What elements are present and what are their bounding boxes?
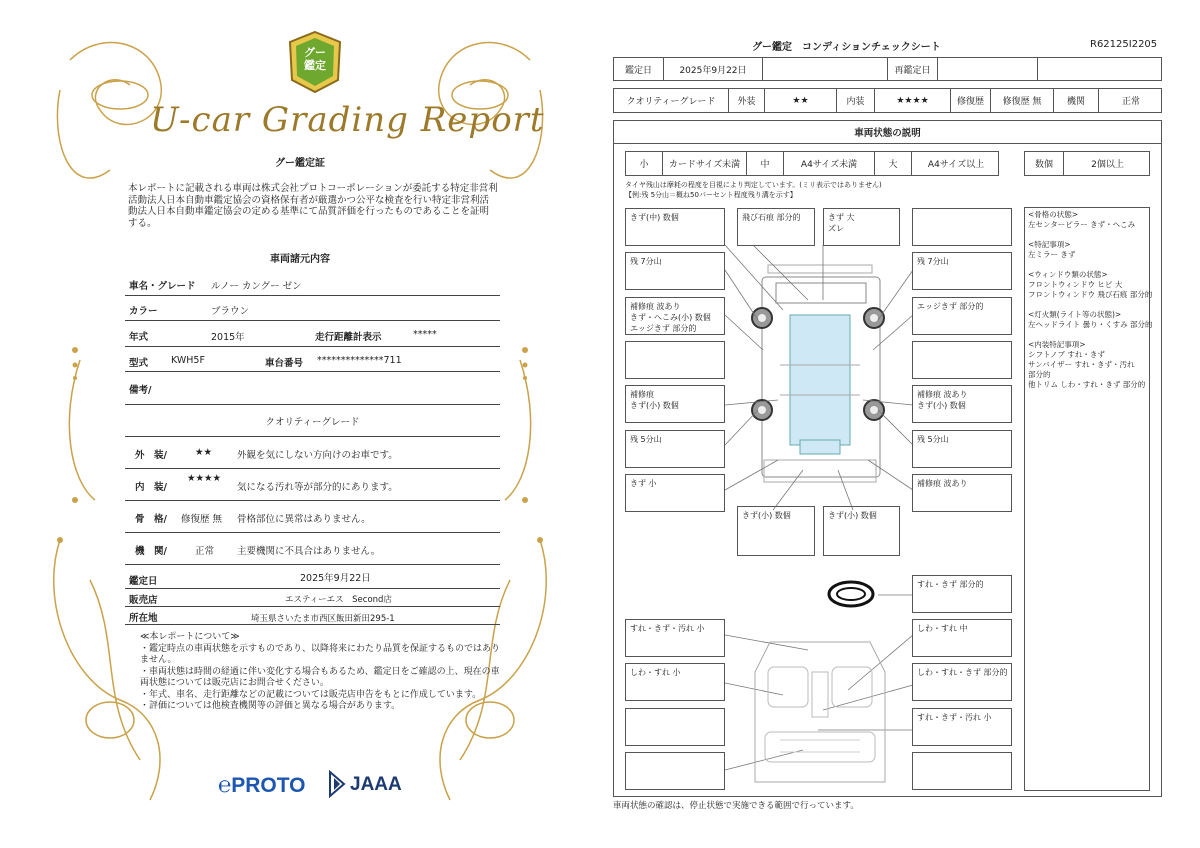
car-interior-diagram <box>740 632 900 792</box>
report-notes <box>140 632 500 713</box>
engine-value: 正常 <box>195 546 215 557</box>
condition-box-right-rear-door: 補修痕 波あり きず(小) 数個 <box>912 385 1012 423</box>
row-model <box>125 347 500 372</box>
condition-box-tire-rear-left: 残 5分山 <box>625 430 725 468</box>
jaaa-logo-icon <box>328 770 346 798</box>
row-name <box>125 270 500 296</box>
exterior-desc: 外観を気にしない方向けのお車です。 <box>237 450 398 461</box>
footer-note: 車両状態の確認は、停止状態で実施できる範囲で行っています。 <box>613 801 859 811</box>
year-label: 年式 <box>129 332 149 343</box>
condition-box-front-left: きず(中) 数個 <box>625 208 725 246</box>
condition-box-console: しわ・すれ・きず 部分的 <box>912 663 1012 701</box>
row-shop <box>125 589 500 607</box>
badge-text: グー 鑑定 <box>304 46 326 72</box>
row-interior <box>125 469 500 501</box>
certificate-subtitle: グー鑑定証 <box>275 158 325 169</box>
condition-box-front-right <box>912 208 1012 246</box>
exterior-label: 外装 <box>729 89 765 112</box>
model-label: 型式 <box>129 358 149 369</box>
note-item: ・評価については他検査機関等の評価と異なる場合があります。 <box>140 701 401 711</box>
count-label: 数個 <box>1025 152 1064 175</box>
condition-box-left-door <box>625 341 725 379</box>
report-title: U-car Grading Report <box>150 100 545 140</box>
date-empty-cell <box>763 58 888 80</box>
condition-box-driver-seat: しわ・すれ 中 <box>912 619 1012 657</box>
report-id: R62125I2205 <box>1090 39 1158 50</box>
condition-box-passenger-seat: しわ・すれ 小 <box>625 663 725 701</box>
condition-box-tire-front-right: 残 7分山 <box>912 252 1012 290</box>
engine-label: 機 関/ <box>135 546 167 557</box>
remarks-label: 備考/ <box>129 385 152 396</box>
interior-desc: 気になる汚れ等が部分的にあります。 <box>237 482 398 493</box>
engine-desc: 主要機関に不具合はありません。 <box>237 546 381 557</box>
size-large: 大 <box>875 152 912 175</box>
chassis-label: 車台番号 <box>265 358 304 369</box>
row-quality-heading <box>125 405 500 437</box>
condition-box-rear-right-bumper: きず(小) 数個 <box>823 506 900 556</box>
steering-wheel-icon <box>826 579 876 609</box>
appraisal-date-label: 鑑定日 <box>129 576 158 587</box>
condition-box-dashboard: すれ・きず・汚れ 小 <box>625 619 725 657</box>
row-remarks <box>125 372 500 405</box>
spec-heading: 車両諸元内容 <box>270 254 330 265</box>
shop-value: エスティーエス Second店 <box>285 595 392 605</box>
condition-box-cargo-right <box>912 752 1012 790</box>
interior-label: 内 装/ <box>135 482 167 493</box>
tire-note-1: タイヤ残山は摩耗の程度を目視により判定しています。(ミリ表示ではありません) <box>625 181 882 189</box>
size-small-desc: カードサイズ未満 <box>663 152 747 175</box>
frame-desc: 骨格部位に異常はありません。 <box>237 514 371 525</box>
quality-label: クオリティーグレード <box>614 89 729 112</box>
size-mid-desc: A4サイズ未満 <box>784 152 875 175</box>
size-small: 小 <box>626 152 663 175</box>
condition-box-right-fender: エッジきず 部分的 <box>912 297 1012 335</box>
condition-box-left-fender: 補修痕 波あり きず・へこみ(小) 数個 エッジきず 部分的 <box>625 297 725 335</box>
row-year <box>125 321 500 347</box>
note-item: ・年式、車名、走行距離などの記載については販売店申告をもとに作成しています。 <box>140 689 482 700</box>
color-label: カラー <box>129 306 158 317</box>
model-value: KWH5F <box>171 355 205 366</box>
date-row <box>613 57 1162 81</box>
mileage-label: 走行距離計表示 <box>315 332 382 343</box>
proto-logo: ℮PROTO <box>218 772 306 797</box>
count-legend <box>1024 151 1150 176</box>
size-legend <box>625 151 999 176</box>
year-value: 2015年 <box>211 332 245 343</box>
size-large-desc: A4サイズ以上 <box>927 160 985 170</box>
row-engine <box>125 533 500 565</box>
condition-box-front-bumper: きず 大 ズレ <box>823 208 900 246</box>
note-item: ・車両状態は時間の経過に伴い変化する場合もあるため、鑑定日をご確認の上、現在の車両状態については販売店にお問合せください。 <box>140 666 500 688</box>
condition-box-rear-seat-left <box>625 708 725 746</box>
address-value: 埼玉県さいたま市西区飯田新田295-1 <box>251 614 395 624</box>
jaaa-logo-text: JAAA <box>350 774 402 795</box>
condition-box-rear-right: 補修痕 波あり <box>912 474 1012 512</box>
exterior-label: 外 装/ <box>135 450 167 461</box>
address-label: 所在地 <box>129 613 158 624</box>
tire-note-2: 【例:残 5分山＝概ね50パーセント程度残り溝を示す】 <box>625 191 797 199</box>
history-label: 修復歴 <box>951 89 991 112</box>
condition-box-rear-left-bumper: きず(小) 数個 <box>737 506 815 556</box>
sheet-title: グー鑑定 コンディションチェックシート <box>752 42 941 53</box>
date-value: 2025年9月22日 <box>664 58 763 80</box>
reinspect-value <box>938 58 1038 80</box>
notes-title: ≪本レポートについて≫ <box>140 632 240 642</box>
exterior-stars: ★★ <box>765 89 837 112</box>
exterior-stars: ★★ <box>195 447 213 458</box>
count-desc: 2個以上 <box>1091 160 1124 170</box>
proto-logo-text: PROTO <box>231 774 306 797</box>
condition-box-left-rear-door: 補修痕 きず(小) 数個 <box>625 385 725 423</box>
shop-label: 販売店 <box>129 595 158 606</box>
appraisal-date-value: 2025年9月22日 <box>300 573 371 584</box>
condition-box-tire-rear-right: 残 5分山 <box>912 430 1012 468</box>
frame-label: 骨 格/ <box>135 514 167 525</box>
quality-heading: クオリティーグレード <box>265 417 360 428</box>
quality-row <box>613 88 1162 113</box>
condition-box-tire-front-left: 残 7分山 <box>625 252 725 290</box>
row-frame <box>125 501 500 533</box>
frame-value: 修復歴 無 <box>181 514 223 525</box>
interior-stars: ★★★★ <box>187 473 222 484</box>
interior-label: 内装 <box>837 89 875 112</box>
color-value: ブラウン <box>211 306 250 317</box>
row-color <box>125 296 500 321</box>
name-value: ルノー カングー ゼン <box>211 281 302 292</box>
condition-box-front-glass: 飛び石痕 部分的 <box>737 208 815 246</box>
reinspect-label: 再鑑定日 <box>888 58 938 80</box>
condition-box-steering: すれ・きず 部分的 <box>912 575 1012 613</box>
condition-box-rear-left: きず 小 <box>625 474 725 512</box>
row-exterior <box>125 437 500 469</box>
name-label: 車名・グレード <box>129 281 196 292</box>
chassis-value: **************711 <box>317 355 402 366</box>
date-label: 鑑定日 <box>614 58 664 80</box>
side-notes-text: <骨格の状態> 左センターピラー きず・へこみ <特記事項> 左ミラー きず <ウィンドウ類の状態> フロントウィンドウ ヒビ 大 フロントウィンドウ 飛び石痕 部分的 <灯火類(ライト等の状態)> 左ヘッドライト 曇り・くすみ 部分的 <内装特記事項> シフトノブ すれ・きず サンバイザー すれ・きず・汚れ 部分的 他トリム しわ・すれ・きず 部分的 <box>1028 210 1153 389</box>
row-address <box>125 607 500 625</box>
engine-label: 機関 <box>1054 89 1099 112</box>
condition-heading: 車両状態の説明 <box>613 120 1162 144</box>
history-value: 修復歴 無 <box>991 89 1054 112</box>
condition-box-cargo-left <box>625 752 725 790</box>
engine-value: 正常 <box>1121 97 1140 107</box>
row-date <box>125 565 500 589</box>
mileage-value: ***** <box>413 329 437 340</box>
note-item: ・鑑定時点の車両状態を示すものであり、以降将来にわたり品質を保証するものではありません。 <box>140 643 501 665</box>
condition-box-rear-seat-right: すれ・きず・汚れ 小 <box>912 708 1012 746</box>
interior-stars: ★★★★ <box>875 89 951 112</box>
size-mid: 中 <box>747 152 784 175</box>
condition-box-right-door <box>912 341 1012 379</box>
intro-text: 本レポートに記載される車両は株式会社プロトコーポレーションが委託する特定非営利活動法人日本自動車鑑定協会の資格保有者が厳選かつ公平な検査を行い特定非営利活動法人日本自動車鑑定協会の定める基準にて品質評価を行ったものであることを証明する。 <box>128 183 498 229</box>
goo-appraisal-badge <box>288 30 342 94</box>
